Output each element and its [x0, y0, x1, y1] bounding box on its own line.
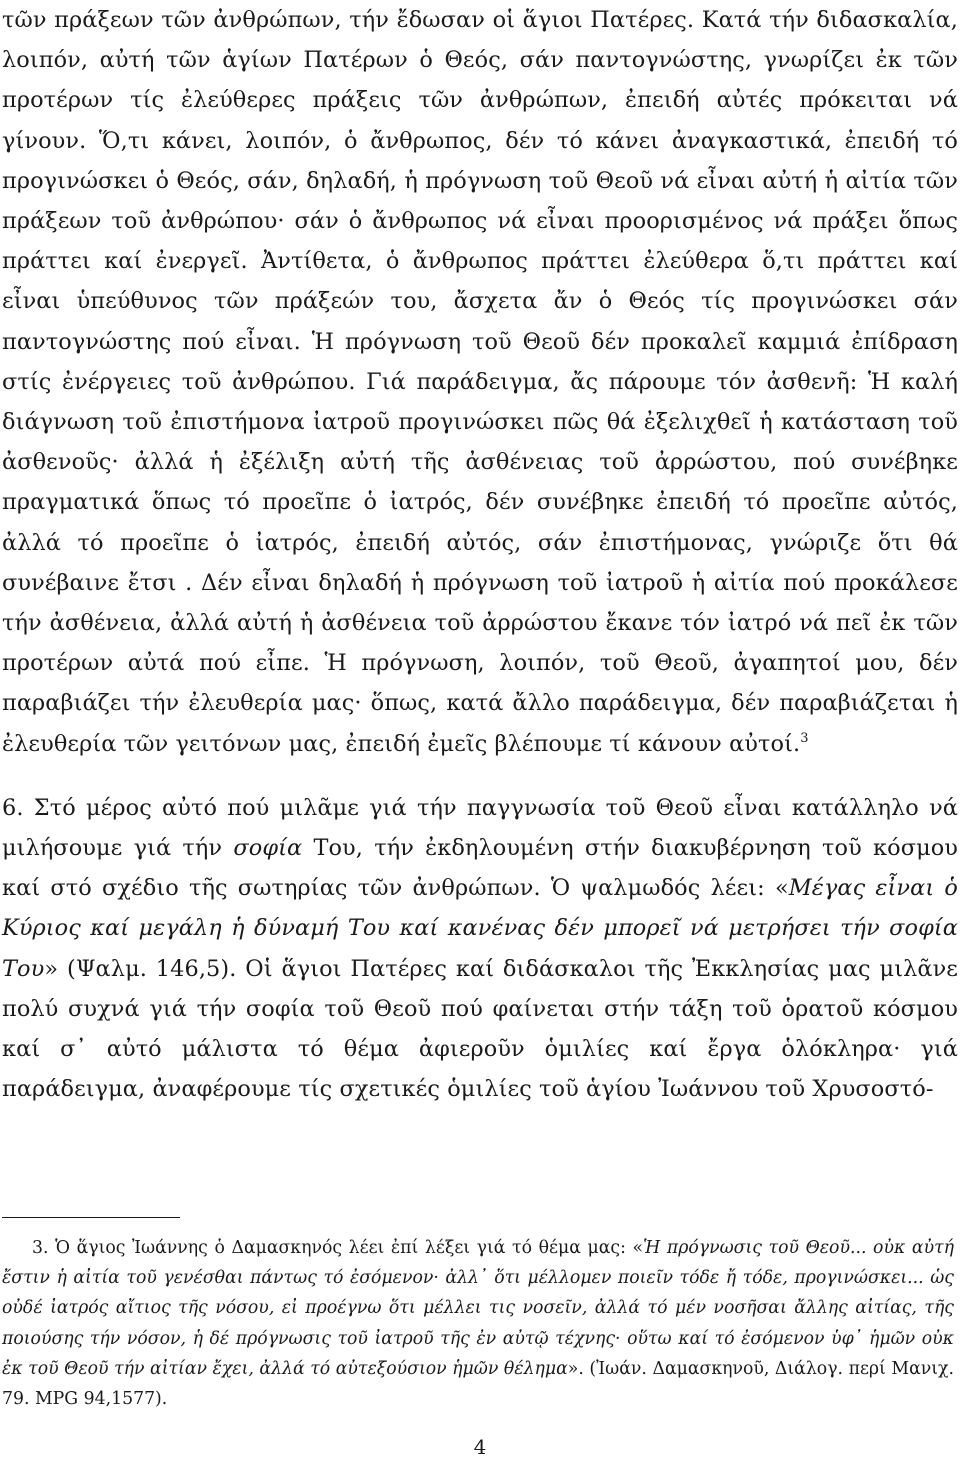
- main-text: [2, 0, 958, 1109]
- section-text: Στό μέρος αὐτό πού μιλᾶμε γιά τήν παγγνωσία τοῦ Θεοῦ εἶναι κατάλληλο νά μιλήσουμε γιά τήν: [2, 794, 959, 862]
- section-gap: [2, 764, 958, 788]
- psalm-quote: Μέγας εἶναι ὁ Κύριος καί μεγάλη ἡ δύναμή Του καί κανένας δέν μπορεῖ νά μετρήσει τήν σοφία Του: [2, 875, 958, 982]
- footnote-number: 3.: [32, 1238, 49, 1258]
- paragraph: [2, 0, 958, 764]
- footnote-reference[interactable]: 3: [800, 730, 809, 746]
- footnote-text: ». (Ἰωάν. Δαμασκηνοῦ, Διάλογ. περί Μανιχ. 79. MPG 94,1577).: [2, 1358, 954, 1410]
- emphasis-sofia: σοφία: [233, 835, 303, 862]
- section-paragraph: [2, 788, 958, 1110]
- footnote-quote: Ἡ πρόγνωσις τοῦ Θεοῦ... οὐκ αὐτή ἔστιν ἡ αἰτία τοῦ γενέσθαι πάντως τό ἐσόμενον· ἀλλ᾽ ὅτι μέλλομεν ποιεῖν τόδε ἤ τόδε, προγινώσκει... ὡς οὐδέ ἰατρός αἴτιος τῆς νόσου, εἰ προέγνω ὅτι μέλλει τις νοσεῖν, ἀλλά τό μέν νοσῆσαι ἄλλης αἰτίας, τῆς ποιούσης τήν νόσον, ἡ δέ πρόγνωσις τοῦ ἰατροῦ τῆς ἐν αὐτῷ τέχνης· οὕτω καί τό ἐσόμενον ὑφ᾽ ἡμῶν οὐκ ἐκ τοῦ Θεοῦ τήν αἰτίαν ἔχει, ἀλλά τό αὐτεξούσιον ἡμῶν θέλημα: [2, 1238, 954, 1379]
- paragraph-text: τῶν πράξεων τῶν ἀνθρώπων, τήν ἔδωσαν οἱ ἅγιοι Πατέρες. Κατά τήν διδασκαλία, λοιπόν, αὐτή τῶν ἁγίων Πατέρων ὁ Θεός, σάν παντογνώστης, γνωρίζει ἐκ τῶν προτέρων τίς ἐλεύθερες πράξεις τῶν ἀνθρώπων, ἐπειδή αὐτές πρόκειται νά γίνουν. Ὅ,τι κάνει, λοιπόν, ὁ ἄνθρωπος, δέν τό κάνει ἀναγκαστικά, ἐπειδή τό προγινώσκει ὁ Θεός, σάν, δηλαδή, ἡ πρόγνωση τοῦ Θεοῦ νά εἶναι αὐτή ἡ αἰτία τῶν πράξεων τοῦ ἀνθρώπου· σάν ὁ ἄνθρωπος νά εἶναι προορισμένος νά πράξει ὅπως πράττει καί ἐνεργεῖ. Ἀντίθετα, ὁ ἄνθρωπος πράττει ἐλεύθερα ὅ,τι πράττει καί εἶναι ὑπεύθυνος τῶν πράξεών του, ἄσχετα ἄν ὁ Θεός τίς προγινώσκει σάν παντογνώστης πού εἶναι. Ἡ πρόγνωση τοῦ Θεοῦ δέν προκαλεῖ καμμιά ἐπίδραση στίς ἐνέργειες τοῦ ἀνθρώπου. Γιά παράδειγμα, ἄς πάρουμε τόν ἀσθενῆ: Ἡ καλή διάγνωση τοῦ ἐπιστήμονα ἰατροῦ προγινώσκει πῶς θά ἐξελιχθεῖ ἡ κατάσταση τοῦ ἀσθενοῦς· ἀλλά ἡ ἐξέλιξη αὐτή τῆς ἀσθένειας τοῦ ἀρρώστου, πού συνέβηκε πραγματικά ὅπως τό προεῖπε ὁ ἰατρός, δέν συνέβηκε ἐπειδή τό προεῖπε αὐτός, ἀλλά τό προεῖπε ὁ ἰατρός, ἐπειδή αὐτός, σάν ἐπιστήμονας, γνώριζε ὅτι θά συνέβαινε ἔτσι . Δέν εἶναι δηλαδή ἡ πρόγνωση τοῦ ἰατροῦ ἡ αἰτία πού προκάλεσε τήν ἀσθένεια, ἀλλά αὐτή ἡ ἀσθένεια τοῦ ἀρρώστου ἔκανε τόν ἰατρό νά πεῖ ἐκ τῶν προτέρων αὐτά πού εἶπε. Ἡ πρόγνωση, λοιπόν, τοῦ Θεοῦ, ἀγαπητοί μου, δέν παραβιάζει τήν ἐλευθερία μας· ὅπως, κατά ἄλλο παράδειγμα, δέν παραβιάζεται ἡ ἐλευθερία τῶν γειτόνων μας, ἐπειδή ἐμεῖς βλέπουμε τί κάνουν αὐτοί.: [2, 7, 958, 757]
- section-text: » (Ψαλμ. 146,5). Οἱ ἅγιοι Πατέρες καί διδάσκαλοι τῆς Ἐκκλησίας μας μιλᾶνε πολύ συχνά γιά τήν σοφία τοῦ Θεοῦ πού φαίνεται στήν τάξη τοῦ ὁρατοῦ κόσμου καί σ᾽ αὐτό μάλιστα τό θέμα ἀφιεροῦν ὁμιλίες καί ἔργα ὁλόκληρα· γιά παράδειγμα, ἀναφέρουμε τίς σχετικές ὁμιλίες τοῦ ἁγίου Ἰωάννου τοῦ Χρυσοστό-: [2, 955, 958, 1103]
- section-number: 6.: [2, 794, 24, 821]
- footnote: [2, 1233, 954, 1414]
- footnote-text: Ὁ ἅγιος Ἰωάννης ὁ Δαμασκηνός λέει ἐπί λέξει γιά τό θέμα μας: «: [55, 1238, 644, 1258]
- footnote-paragraph: [2, 1233, 954, 1414]
- footnote-divider: [2, 1217, 180, 1218]
- page-number: 4: [473, 1435, 487, 1459]
- section-text: Του, τήν ἐκδηλουμένη στήν διακυβέρνηση τοῦ κόσμου καί στό σχέδιο τῆς σωτηρίας τῶν ἀνθρώπων. Ὁ ψαλμωδός λέει: «: [2, 835, 959, 902]
